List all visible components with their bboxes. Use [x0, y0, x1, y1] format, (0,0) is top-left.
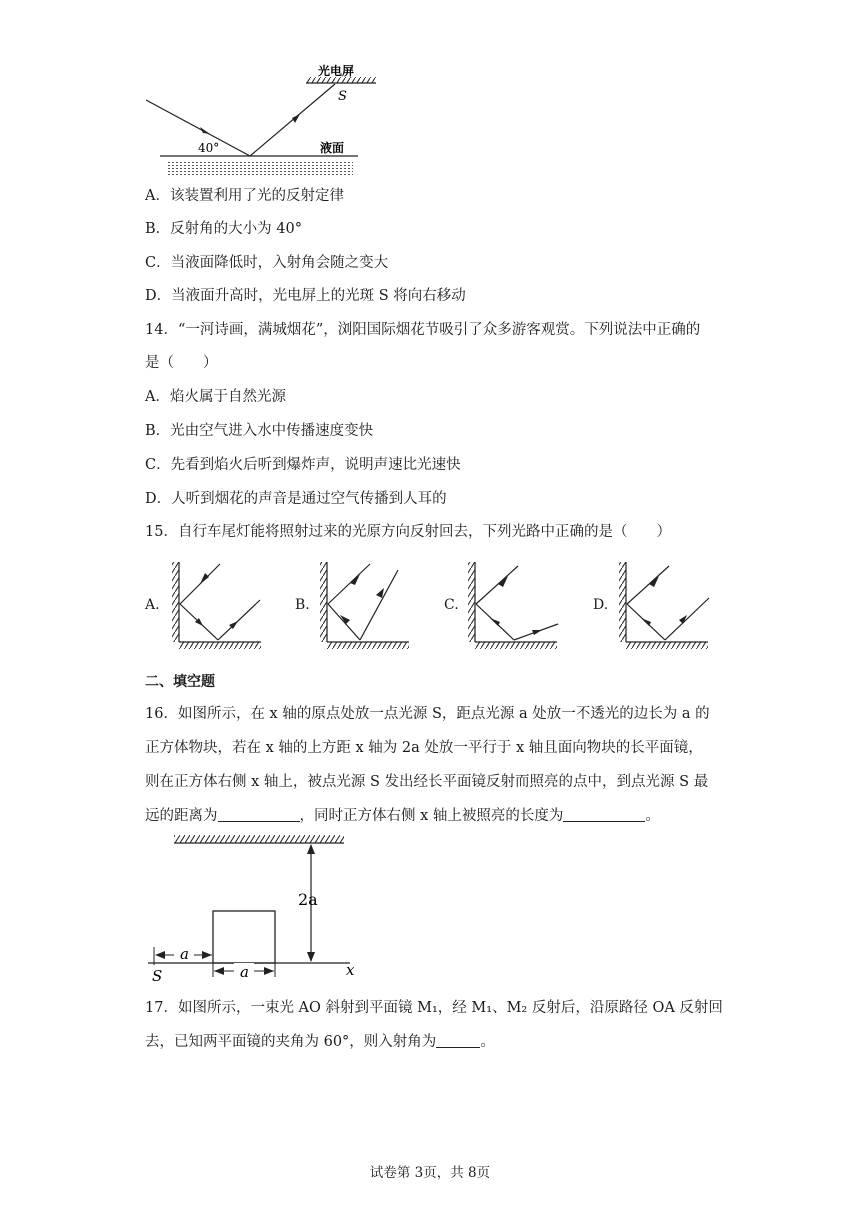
q17-line2-b: 。 — [480, 1034, 495, 1050]
screen-label: 光电屏 — [318, 64, 355, 78]
q15-diagram-c — [466, 560, 561, 652]
q15-label-a: A. — [145, 597, 160, 613]
label-a-1: a — [180, 945, 189, 963]
q16-figure — [140, 835, 380, 985]
q14-stem-line1: 14．“一河诗画，满城烟花”，浏阳国际烟花节吸引了众多游客观赏。下列说法中正确的 — [145, 322, 701, 338]
liquid-body — [168, 160, 353, 176]
q14-stem-line2: 是（ ） — [145, 355, 218, 371]
q13-option-d: D．当液面升高时，光电屏上的光斑 S 将向右移动 — [145, 288, 466, 304]
q15-diagram-a — [170, 560, 265, 652]
reflected-arrow — [292, 114, 300, 123]
q16-line3: 则在正方体右侧 x 轴上，被点光源 S 发出经长平面镜反射而照亮的点中，到点光源 S 最 — [145, 774, 709, 790]
mirror-hatch — [174, 835, 344, 843]
q13-option-b: B．反射角的大小为 40° — [145, 221, 302, 237]
angle-label: 40° — [198, 141, 220, 155]
q15-label-b: B. — [295, 597, 310, 613]
q13-option-c: C．当液面降低时，入射角会随之变大 — [145, 255, 389, 271]
q14-option-c: C．先看到焰火后听到爆炸声，说明声速比光速快 — [145, 457, 461, 473]
page-footer: 试卷第 3页，共 8页 — [369, 1165, 491, 1181]
q15-stem: 15．自行车尾灯能将照射过来的光原方向反射回去，下列光路中正确的是（ ） — [145, 524, 671, 540]
q17-line1: 17．如图所示，一束光 AO 斜射到平面镜 M₁，经 M₁、M₂ 反射后，沿原路径 OA 反射回 — [145, 1000, 723, 1016]
label-a-2: a — [240, 963, 249, 981]
label-x: x — [346, 961, 355, 979]
q17-line2 — [145, 1032, 495, 1052]
q16-blank-1[interactable] — [218, 807, 300, 822]
q15-label-c: C. — [444, 597, 459, 613]
q14-option-b: B．光由空气进入水中传播速度变快 — [145, 423, 374, 439]
spot-label: S — [338, 89, 347, 104]
q17-line2-a: 去，已知两平面镜的夹角为 60°，则入射角为 — [145, 1034, 437, 1050]
q17-blank[interactable] — [436, 1033, 480, 1048]
cube-block — [213, 911, 275, 963]
q15-diagram-d — [617, 560, 712, 652]
q14-option-d: D．人听到烟花的声音是通过空气传播到人耳的 — [145, 491, 447, 507]
q16-line4 — [145, 806, 660, 826]
liquid-label: 液面 — [320, 141, 345, 155]
q16-line2: 正方体物块，若在 x 轴的上方距 x 轴为 2a 处放一平行于 x 轴且面向物块的长平面镜， — [145, 740, 703, 756]
q16-line4-c: 。 — [645, 808, 660, 824]
section-heading: 二、填空题 — [145, 674, 215, 690]
q16-line4-b: ，同时正方体右侧 x 轴上被照亮的长度为 — [299, 808, 564, 824]
q16-line4-a: 远的距离为 — [145, 808, 218, 824]
label-S: S — [152, 967, 163, 985]
q16-line1: 16．如图所示，在 x 轴的原点处放一点光源 S，距点光源 a 处放一不透光的边长为 a 的 — [145, 706, 710, 722]
q14-option-a: A．焰火属于自然光源 — [145, 389, 286, 405]
q15-diagram-b — [318, 560, 413, 652]
label-2a: 2a — [298, 890, 318, 909]
q13-figure — [140, 62, 380, 182]
q13-option-a: A．该装置利用了光的反射定律 — [145, 188, 344, 204]
q16-blank-2[interactable] — [563, 807, 645, 822]
q15-label-d: D. — [593, 597, 609, 613]
